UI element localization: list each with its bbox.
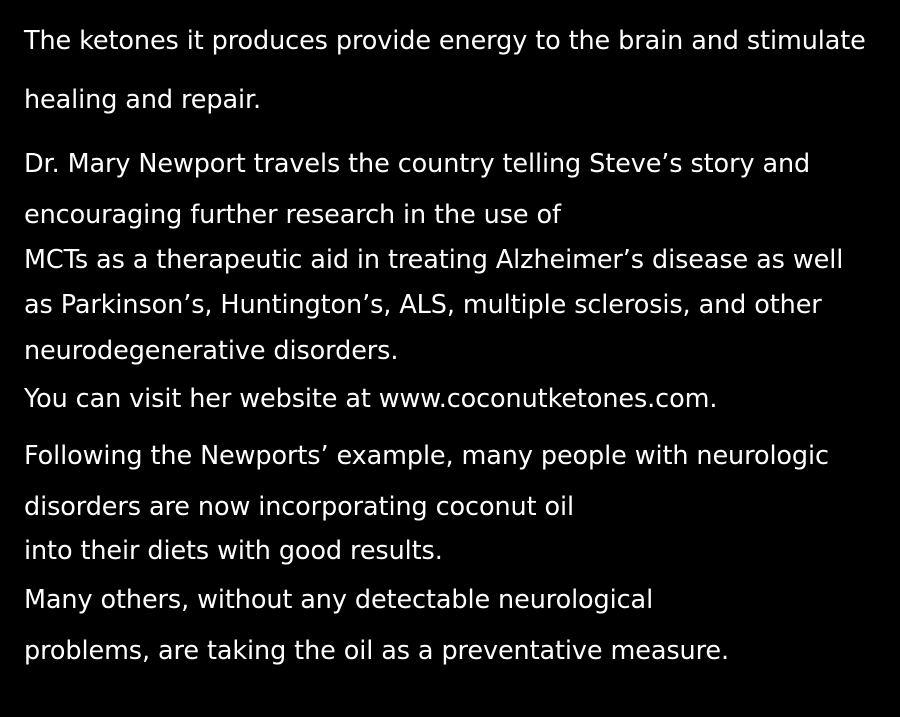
paragraph-2: Dr. Mary Newport travels the country telling Steve’s story and encouraging further research in the use of [24, 149, 811, 230]
paragraph-7: Many others, without any detectable neurological [24, 584, 654, 615]
paragraph-4: You can visit her website at www.coconutketones.com. [24, 383, 718, 414]
paragraph-5: Following the Newports’ example, many people with neurologic disorders are now incorporating coconut oil [24, 440, 829, 523]
paragraph-6: into their diets with good results. [24, 535, 443, 566]
paragraph-3: MCTs as a therapeutic aid in treating Alzheimer’s disease as well as Parkinson’s, Huntington’s, ALS, multiple sclerosis, and other neurodegenerative disorders. [24, 245, 844, 366]
paragraph-8: problems, are taking the oil as a preventative measure. [24, 635, 730, 666]
paragraph-1: The ketones it produces provide energy to the brain and stimulate healing and repair. [24, 26, 866, 115]
